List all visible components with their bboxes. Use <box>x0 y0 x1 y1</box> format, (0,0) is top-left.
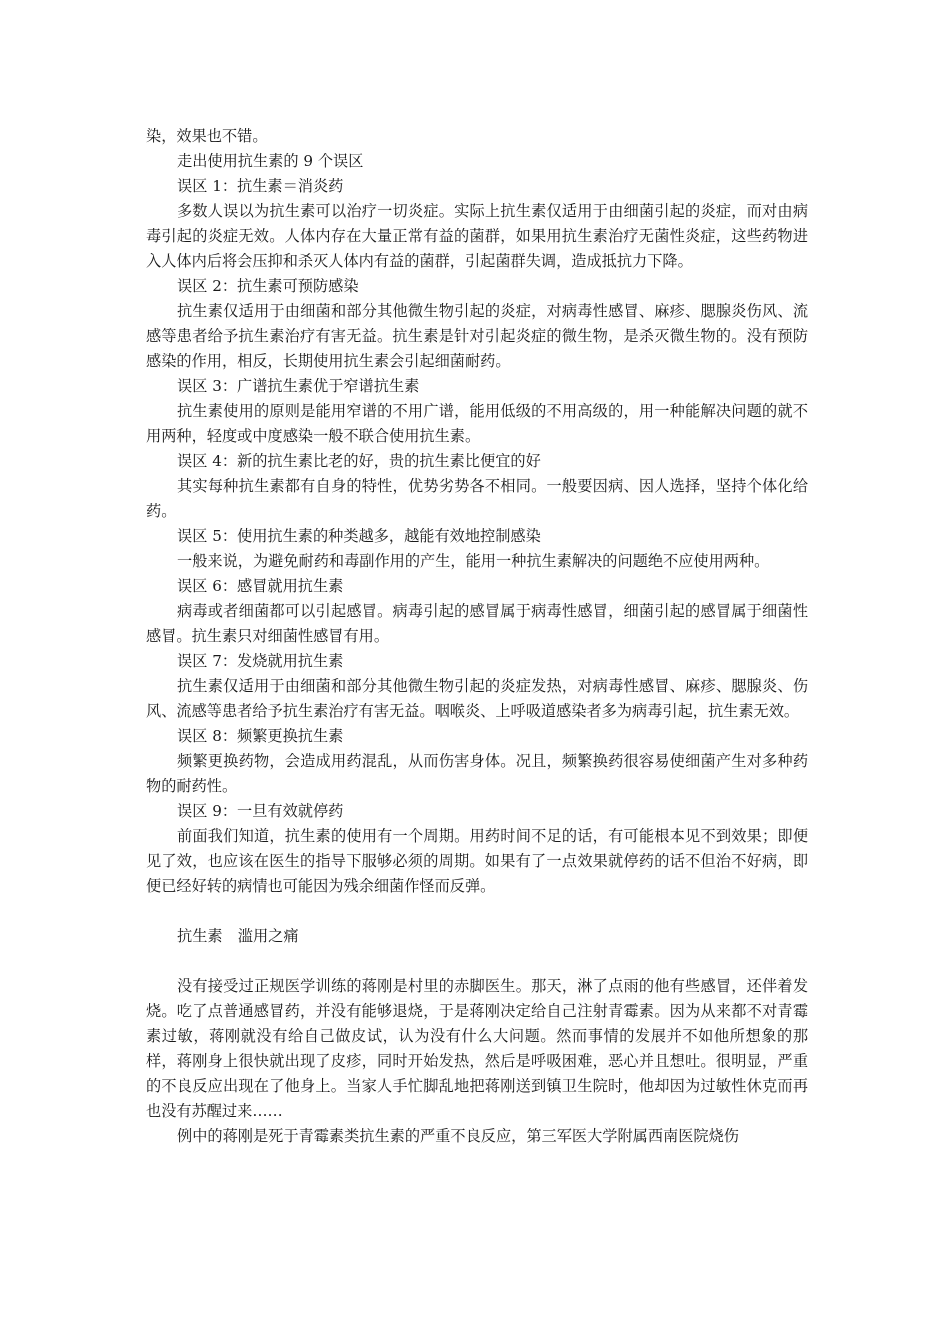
myth-2-heading: 误区 2：抗生素可预防感染 <box>177 277 359 295</box>
myth-7-body: 抗生素仅适用于由细菌和部分其他微生物引起的炎症发热，对病毒性感冒、麻疹、腮腺炎、伤风、流感等患者给予抗生素治疗有害无益。咽喉炎、上呼吸道感染者多为病毒引起，抗生素无效。 <box>146 677 808 720</box>
myth-9-body: 前面我们知道，抗生素的使用有一个周期。用药时间不足的话，有可能根本见不到效果；即便见了效，也应该在医生的指导下服够必须的周期。如果有了一点效果就停药的话不但治不好病，即便已经好转的病情也可能因为残余细菌作怪而反弹。 <box>146 827 808 895</box>
myth-6-heading: 误区 6：感冒就用抗生素 <box>177 577 344 595</box>
document-body <box>146 124 808 1149</box>
myth-7-heading: 误区 7：发烧就用抗生素 <box>177 652 344 670</box>
myth-8-heading: 误区 8：频繁更换抗生素 <box>177 727 344 745</box>
myth-2-body: 抗生素仅适用于由细菌和部分其他微生物引起的炎症，对病毒性感冒、麻疹、腮腺炎伤风、流感等患者给予抗生素治疗有害无益。抗生素是针对引起炎症的微生物，是杀灭微生物的。没有预防感染的作用，相反，长期使用抗生素会引起细菌耐药。 <box>146 302 808 370</box>
case-story-paragraph: 没有接受过正规医学训练的蒋刚是村里的赤脚医生。那天，淋了点雨的他有些感冒，还伴着发烧。吃了点普通感冒药，并没有能够退烧，于是蒋刚决定给自己注射青霉素。因为从来都不对青霉素过敏，蒋刚就没有给自己做皮试，认为没有什么大问题。然而事情的发展并不如他所想象的那样，蒋刚身上很快就出现了皮疹，同时开始发热，然后是呼吸困难，恶心并且想吐。很明显，严重的不良反应出现在了他身上。当家人手忙脚乱地把蒋刚送到镇卫生院时，他却因为过敏性休克而再也没有苏醒过来…… <box>146 977 808 1120</box>
myth-3-body: 抗生素使用的原则是能用窄谱的不用广谱，能用低级的不用高级的，用一种能解决问题的就不用两种，轻度或中度感染一般不联合使用抗生素。 <box>146 402 808 445</box>
myth-9-heading: 误区 9：一旦有效就停药 <box>177 802 344 820</box>
myth-4-heading: 误区 4：新的抗生素比老的好，贵的抗生素比便宜的好 <box>177 452 541 470</box>
case-analysis-paragraph: 例中的蒋刚是死于青霉素类抗生素的严重不良反应，第三军医大学附属西南医院烧伤 <box>177 1127 739 1145</box>
section-heading-abuse: 抗生素 滥用之痛 <box>177 927 299 945</box>
myth-3-heading: 误区 3：广谱抗生素优于窄谱抗生素 <box>177 377 420 395</box>
myth-4-body: 其实每种抗生素都有自身的特性，优势劣势各不相同。一般要因病、因人选择，坚持个体化给药。 <box>146 477 808 520</box>
myth-6-body: 病毒或者细菌都可以引起感冒。病毒引起的感冒属于病毒性感冒，细菌引起的感冒属于细菌性感冒。抗生素只对细菌性感冒有用。 <box>146 602 808 645</box>
myth-5-heading: 误区 5：使用抗生素的种类越多，越能有效地控制感染 <box>177 527 541 545</box>
myth-8-body: 频繁更换药物，会造成用药混乱，从而伤害身体。况且，频繁换药很容易使细菌产生对多种药物的耐药性。 <box>146 752 808 795</box>
myth-5-body: 一般来说，为避免耐药和毒副作用的产生，能用一种抗生素解决的问题绝不应使用两种。 <box>177 552 770 570</box>
paragraph-continuation: 染，效果也不错。 <box>146 127 268 145</box>
myth-1-heading: 误区 1：抗生素＝消炎药 <box>177 177 344 195</box>
myth-1-body: 多数人误以为抗生素可以治疗一切炎症。实际上抗生素仅适用于由细菌引起的炎症，而对由病毒引起的炎症无效。人体内存在大量正常有益的菌群，如果用抗生素治疗无菌性炎症，这些药物进入人体内后将会压抑和杀灭人体内有益的菌群，引起菌群失调，造成抵抗力下降。 <box>146 202 808 270</box>
section-heading-nine-myths: 走出使用抗生素的 9 个误区 <box>177 152 364 170</box>
